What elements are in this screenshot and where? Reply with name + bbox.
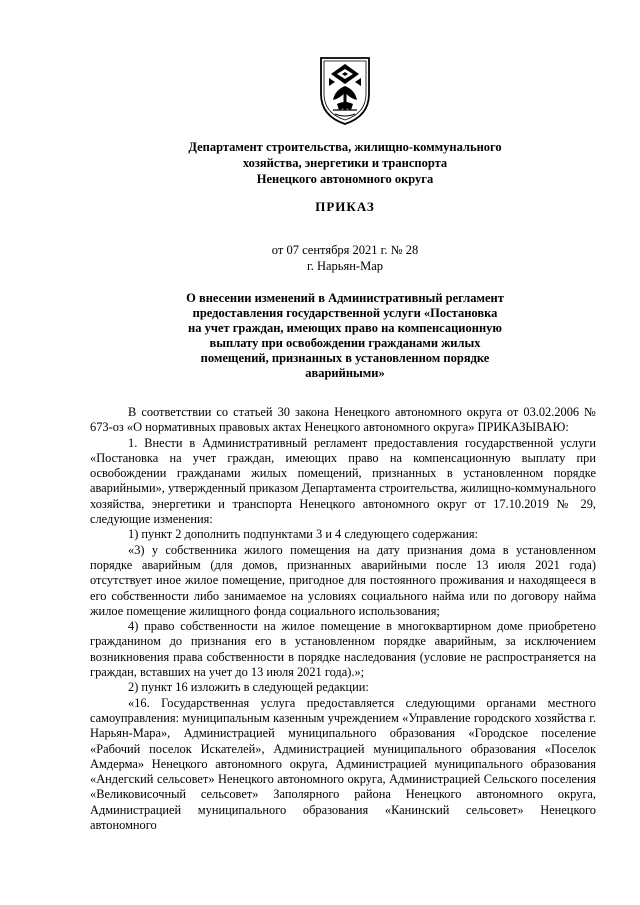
- order-title: ПРИКАЗ: [315, 199, 375, 214]
- body-paragraph: 1) пункт 2 дополнить подпунктами 3 и 4 следующего содержания:: [128, 527, 479, 542]
- body-paragraph: 4) право собственности на жилое помещение в многоквартирном доме приобретено гражданином до признания его в установленном порядке аварийным, за исключением возникновения права собственности в порядке наследования (условие не распространяется на граждан, вставших на учет до 13 июля 2021 года).»;: [90, 619, 596, 680]
- nenets-coat-of-arms-icon: [315, 54, 375, 126]
- department-line: Департамент строительства, жилищно-коммунального: [188, 140, 502, 154]
- order-date: от 07 сентября 2021 г. № 28: [271, 243, 419, 257]
- subject-line: на учет граждан, имеющих право на компенсационную: [188, 321, 502, 335]
- body-paragraph: 2) пункт 16 изложить в следующей редакции:: [128, 680, 369, 695]
- body-paragraph: «16. Государственная услуга предоставляется следующими органами местного самоуправления: муниципальным казенным учреждением «Управление городского хозяйства г. Нарьян-Мара», Администрацией муниципального образования «Городское поселение «Рабочий поселок Искателей», Администрацией муниципального образования «Поселок Амдерма» Ненецкого автономного округа, Администрацией муниципального образования «Андегский сельсовет» Ненецкого автономного округа, Администрацией Сельского поселения «Великовисочный сельсовет» Заполярного района Ненецкого автономного округа, Администрацией муниципального образования «Канинский сельсовет» Ненецкого автономного: [90, 695, 596, 833]
- body-paragraph: 1. Внести в Административный регламент предоставления государственной услуги «Постановка на учет граждан, имеющих право на компенсационную выплату при освобождении гражданами жилых помещений, признанных в установленном порядке аварийными», утвержденный приказом Департамента строительства, жилищно-коммунального хозяйства, энергетики и транспорта Ненецкого автономного округ от 17.10.2019 № 29, следующие изменения:: [90, 435, 596, 527]
- order-place: г. Нарьян-Мар: [306, 259, 383, 273]
- order-date-block: [120, 242, 570, 274]
- order-body: [90, 405, 596, 833]
- department-name: [120, 139, 570, 187]
- body-paragraph: «3) у собственника жилого помещения на дату признания дома в установленном порядке аварийным (для домов, признанных аварийными после 13 июля 2021 года) отсутствует иное жилое помещение, пригодное для постоянного проживания и находящееся в его собственности либо занимаемое на условиях социального найма или по договору найма жилое помещение жилищного фонда социального использования;: [90, 542, 596, 618]
- department-line: хозяйства, энергетики и транспорта: [242, 156, 448, 170]
- department-line: Ненецкого автономного округа: [256, 172, 434, 186]
- subject-line: О внесении изменений в Административный регламент: [186, 291, 504, 305]
- subject-line: помещений, признанных в установленном порядке: [200, 351, 490, 365]
- order-subject: [120, 291, 570, 381]
- subject-line: выплату при освобождении гражданами жилых: [209, 336, 481, 350]
- body-paragraph: В соответствии со статьей 30 закона Ненецкого автономного округа от 03.02.2006 № 673-оз «О нормативных правовых актах Ненецкого автономного округа» ПРИКАЗЫВАЮ:: [90, 405, 596, 435]
- subject-line: предоставления государственной услуги «Постановка: [192, 306, 498, 320]
- subject-line: аварийными»: [305, 366, 385, 380]
